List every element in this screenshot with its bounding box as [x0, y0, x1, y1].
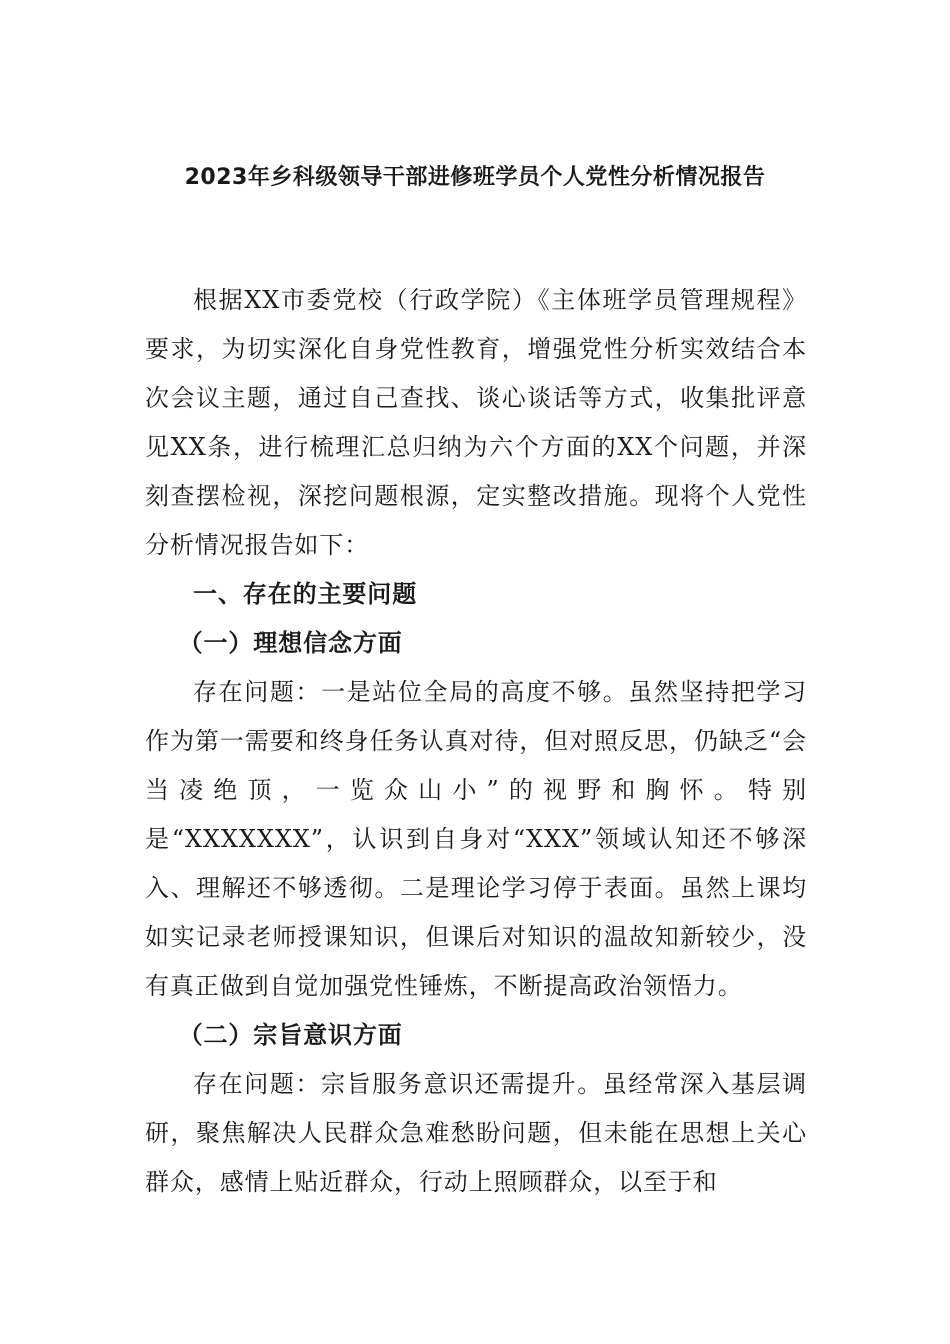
section-heading-main-problems: 一、存在的主要问题: [193, 580, 418, 608]
document-title: 2023年乡科级领导干部进修班学员个人党性分析情况报告: [184, 165, 766, 190]
ideals-beliefs-paragraph: 存在问题：一是站位全局的高度不够。虽然坚持把学习作为第一需要和终身任务认真对待，但对照反思，仍缺乏“会当凌绝顶，一览众山小”的视野和胸怀。特别是“XXXXXXX”，认识到自身对“XXX”领域认知还不够深入、理解还不够透彻。二是理论学习停于表面。虽然上课均如实记录老师授课知识，但课后对知识的温故知新较少，没有真正做到自觉加强党性锤炼，不断提高政治领悟力。: [145, 678, 807, 1000]
subsection-heading-purpose-awareness: （二）宗旨意识方面: [178, 1021, 403, 1049]
document-body: [145, 276, 807, 1207]
intro-paragraph: 根据XX市委党校（行政学院）《主体班学员管理规程》要求，为切实深化自身党性教育，增强党性分析实效结合本次会议主题，通过自己查找、谈心谈话等方式，收集批评意见XX条，进行梳理汇总归纳为六个方面的XX个问题，并深刻查摆检视，深挖问题根源，定实整改措施。现将个人党性分析情况报告如下：: [145, 286, 807, 559]
purpose-awareness-paragraph: 存在问题：宗旨服务意识还需提升。虽经常深入基层调研，聚焦解决人民群众急难愁盼问题，但未能在思想上关心群众，感情上贴近群众，行动上照顾群众，以至于和: [145, 1070, 807, 1196]
subsection-heading-ideals-beliefs: （一）理想信念方面: [178, 629, 403, 657]
